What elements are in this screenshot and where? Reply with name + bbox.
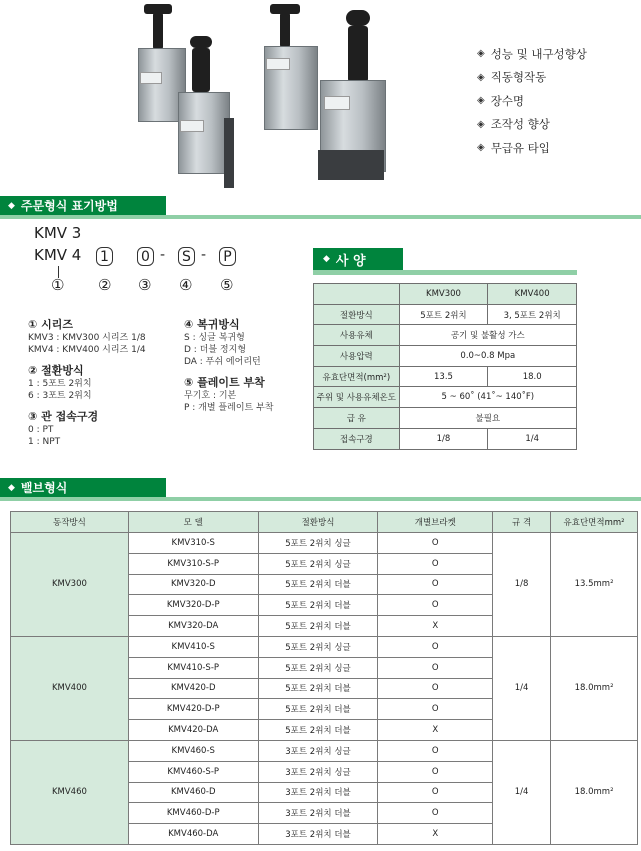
order-code-line1: KMV 3 bbox=[34, 224, 82, 242]
code-position-marker: ② bbox=[98, 276, 112, 294]
legend-line: D : 더블 정지형 bbox=[184, 345, 247, 355]
switch-cell: 5포트 2위치 더블 bbox=[258, 678, 378, 699]
bracket-cell: X bbox=[378, 616, 493, 637]
legend-line: 6 : 3포트 2위치 bbox=[28, 391, 92, 401]
switch-cell: 3포트 2위치 더블 bbox=[258, 803, 378, 824]
valve-table-header-cell: 개별브라켓 bbox=[378, 512, 493, 533]
spec-header-cell bbox=[314, 284, 400, 305]
diamond-icon: ◆ bbox=[323, 254, 330, 264]
switch-cell: 5포트 2위치 더블 bbox=[258, 616, 378, 637]
table-row bbox=[11, 636, 638, 657]
bracket-cell: O bbox=[378, 533, 493, 554]
legend-line: 무기호 : 기본 bbox=[184, 391, 237, 401]
spec-cell: 13.5 bbox=[399, 366, 488, 387]
spec-label: 접속구경 bbox=[314, 428, 400, 449]
spec-label: 사용압력 bbox=[314, 346, 400, 367]
valve-button-icon bbox=[190, 36, 212, 48]
code-box: S bbox=[178, 247, 195, 266]
valve-nameplate bbox=[180, 120, 204, 132]
spec-header-cell: KMV400 bbox=[488, 284, 577, 305]
spec-row bbox=[314, 325, 577, 346]
spec-row bbox=[314, 408, 577, 429]
bracket-cell: O bbox=[378, 657, 493, 678]
model-cell: KMV420-D-P bbox=[128, 699, 258, 720]
code-dash: - bbox=[201, 247, 207, 263]
valve-section-header bbox=[0, 478, 641, 501]
section-title-bar: ◆ 주문형식 표기방법 bbox=[0, 196, 166, 215]
code-position-marker: ③ bbox=[138, 276, 152, 294]
spec-cell: 18.0 bbox=[488, 366, 577, 387]
legend-heading: ② 절환방식 bbox=[28, 364, 84, 377]
bracket-cell: O bbox=[378, 761, 493, 782]
spec-row bbox=[314, 366, 577, 387]
legend-heading: ③ 관 접속구경 bbox=[28, 410, 99, 423]
code-position-marker: ④ bbox=[179, 276, 193, 294]
feature-item: ◈ 직동형작동 bbox=[477, 70, 547, 85]
bracket-cell: O bbox=[378, 574, 493, 595]
code-dash: - bbox=[160, 247, 166, 263]
legend-line: P : 개별 플레이트 부착 bbox=[184, 403, 274, 413]
table-row bbox=[11, 533, 638, 554]
spec-cell: 5포트 2위치 bbox=[399, 304, 488, 325]
feature-item: ◈ 장수명 bbox=[477, 93, 525, 108]
table-row bbox=[11, 740, 638, 761]
product-photo bbox=[120, 0, 390, 195]
code-position-marker: ① bbox=[51, 276, 65, 294]
bracket-cell: O bbox=[378, 595, 493, 616]
model-cell: KMV460-S bbox=[128, 740, 258, 761]
model-cell: KMV420-D bbox=[128, 678, 258, 699]
valve-table-header-cell: 모 델 bbox=[128, 512, 258, 533]
legend-line: KMV4 : KMV400 시리즈 1/4 bbox=[28, 345, 146, 355]
spec-cell: 불필요 bbox=[399, 408, 576, 429]
feature-item: ◈ 무급유 타입 bbox=[477, 140, 550, 155]
spec-label: 주위 및 사용유체온도 bbox=[314, 387, 400, 408]
legend-heading: ⑤ 플레이트 부착 bbox=[184, 376, 265, 389]
spec-cell: 3, 5포트 2위치 bbox=[488, 304, 577, 325]
spec-title-bar: ◆ 사 양 bbox=[313, 248, 403, 270]
feature-item: ◈ 조작성 향상 bbox=[477, 117, 550, 132]
legend-line: 1 : NPT bbox=[28, 437, 61, 447]
size-cell: 1/8 bbox=[493, 533, 551, 637]
spec-cell: 공기 및 불활성 가스 bbox=[399, 325, 576, 346]
bracket-cell: O bbox=[378, 740, 493, 761]
model-cell: KMV420-DA bbox=[128, 720, 258, 741]
diamond-icon: ◆ bbox=[8, 200, 15, 211]
valve-table-header-cell: 동작방식 bbox=[11, 512, 129, 533]
valve-table-header-cell: 절환방식 bbox=[258, 512, 378, 533]
spec-cell: 5 ~ 60˚ (41˚~ 140˚F) bbox=[399, 387, 576, 408]
order-legend-right bbox=[184, 316, 314, 414]
diamond-bullet-icon: ◈ bbox=[477, 118, 485, 130]
area-cell: 13.5mm² bbox=[551, 533, 638, 637]
switch-cell: 5포트 2위치 더블 bbox=[258, 574, 378, 595]
spec-header-cell: KMV300 bbox=[399, 284, 488, 305]
switch-cell: 5포트 2위치 더블 bbox=[258, 720, 378, 741]
legend-line: S : 싱글 복귀형 bbox=[184, 333, 245, 343]
code-box: 0 bbox=[137, 247, 154, 266]
model-cell: KMV310-S bbox=[128, 533, 258, 554]
section-title-bar: ◆ 밸브형식 bbox=[0, 478, 166, 497]
model-cell: KMV410-S-P bbox=[128, 657, 258, 678]
spec-cell: 0.0~0.8 Mpa bbox=[399, 346, 576, 367]
spec-cell: 1/8 bbox=[399, 428, 488, 449]
switch-cell: 3포트 2위치 싱글 bbox=[258, 761, 378, 782]
legend-line: KMV3 : KMV300 시리즈 1/8 bbox=[28, 333, 146, 343]
spec-cell: 1/4 bbox=[488, 428, 577, 449]
series-cell: KMV300 bbox=[11, 533, 129, 637]
valve-stem-icon bbox=[280, 12, 290, 48]
spec-row bbox=[314, 428, 577, 449]
code-position-marker: ⑤ bbox=[220, 276, 234, 294]
spec-label: 절환방식 bbox=[314, 304, 400, 325]
valve-table-header-row bbox=[11, 512, 638, 533]
switch-cell: 5포트 2위치 싱글 bbox=[258, 636, 378, 657]
series-cell: KMV400 bbox=[11, 636, 129, 740]
legend-heading: ④ 복귀방식 bbox=[184, 318, 240, 331]
legend-line: DA : 푸쉬 에어리턴 bbox=[184, 357, 261, 367]
area-cell: 18.0mm² bbox=[551, 636, 638, 740]
model-cell: KMV460-S-P bbox=[128, 761, 258, 782]
bracket-cell: O bbox=[378, 699, 493, 720]
spec-label: 유효단면적(mm²) bbox=[314, 366, 400, 387]
spec-label: 사용유체 bbox=[314, 325, 400, 346]
spec-table bbox=[313, 283, 577, 450]
order-section-header bbox=[0, 196, 641, 219]
valve-body-icon bbox=[178, 92, 230, 174]
size-cell: 1/4 bbox=[493, 740, 551, 844]
valve-bracket-icon bbox=[224, 118, 234, 188]
switch-cell: 3포트 2위치 더블 bbox=[258, 782, 378, 803]
valve-boot-icon bbox=[192, 48, 210, 92]
spec-underline bbox=[313, 270, 577, 275]
valve-nameplate bbox=[324, 96, 350, 110]
switch-cell: 5포트 2위치 더블 bbox=[258, 699, 378, 720]
switch-cell: 3포트 2위치 더블 bbox=[258, 824, 378, 845]
model-cell: KMV410-S bbox=[128, 636, 258, 657]
section-underline bbox=[0, 215, 641, 219]
valve-nameplate bbox=[140, 72, 162, 84]
legend-line: 1 : 5포트 2위치 bbox=[28, 379, 92, 389]
diamond-icon: ◆ bbox=[8, 482, 15, 493]
model-cell: KMV460-D bbox=[128, 782, 258, 803]
order-code-line2: KMV 4 bbox=[34, 246, 82, 264]
diamond-bullet-icon: ◈ bbox=[477, 48, 485, 60]
valve-table-header-cell: 규 격 bbox=[493, 512, 551, 533]
spec-header-row bbox=[314, 284, 577, 305]
diamond-bullet-icon: ◈ bbox=[477, 71, 485, 83]
spec-row bbox=[314, 387, 577, 408]
model-cell: KMV460-DA bbox=[128, 824, 258, 845]
model-cell: KMV460-D-P bbox=[128, 803, 258, 824]
bracket-cell: X bbox=[378, 720, 493, 741]
switch-cell: 5포트 2위치 싱글 bbox=[258, 657, 378, 678]
model-cell: KMV320-DA bbox=[128, 616, 258, 637]
model-cell: KMV310-S-P bbox=[128, 553, 258, 574]
bracket-cell: O bbox=[378, 636, 493, 657]
model-cell: KMV320-D-P bbox=[128, 595, 258, 616]
bracket-cell: O bbox=[378, 553, 493, 574]
diamond-bullet-icon: ◈ bbox=[477, 142, 485, 154]
legend-heading: ① 시리즈 bbox=[28, 318, 74, 331]
valve-boot-icon bbox=[348, 26, 368, 82]
code-box: 1 bbox=[96, 247, 113, 266]
code-box: P bbox=[219, 247, 236, 266]
legend-line: 0 : PT bbox=[28, 425, 54, 435]
feature-list bbox=[477, 42, 587, 160]
switch-cell: 5포트 2위치 싱글 bbox=[258, 533, 378, 554]
diamond-bullet-icon: ◈ bbox=[477, 95, 485, 107]
valve-nameplate bbox=[266, 58, 290, 70]
valve-button-icon bbox=[346, 10, 370, 26]
switch-cell: 5포트 2위치 싱글 bbox=[258, 553, 378, 574]
order-legend-left bbox=[28, 316, 188, 448]
section-underline bbox=[0, 497, 641, 501]
size-cell: 1/4 bbox=[493, 636, 551, 740]
switch-cell: 3포트 2위치 싱글 bbox=[258, 740, 378, 761]
bracket-cell: X bbox=[378, 824, 493, 845]
spec-label: 급 유 bbox=[314, 408, 400, 429]
valve-table-header-cell: 유효단면적mm² bbox=[551, 512, 638, 533]
spec-section bbox=[313, 248, 577, 450]
bracket-cell: O bbox=[378, 678, 493, 699]
series-cell: KMV460 bbox=[11, 740, 129, 844]
model-cell: KMV320-D bbox=[128, 574, 258, 595]
spec-row bbox=[314, 346, 577, 367]
area-cell: 18.0mm² bbox=[551, 740, 638, 844]
valve-base-icon bbox=[318, 150, 384, 180]
feature-item: ◈ 성능 및 내구성향상 bbox=[477, 46, 587, 61]
bracket-cell: O bbox=[378, 803, 493, 824]
bracket-cell: O bbox=[378, 782, 493, 803]
valve-stem-icon bbox=[153, 12, 163, 50]
spec-row bbox=[314, 304, 577, 325]
valve-type-table bbox=[10, 511, 638, 845]
switch-cell: 5포트 2위치 더블 bbox=[258, 595, 378, 616]
